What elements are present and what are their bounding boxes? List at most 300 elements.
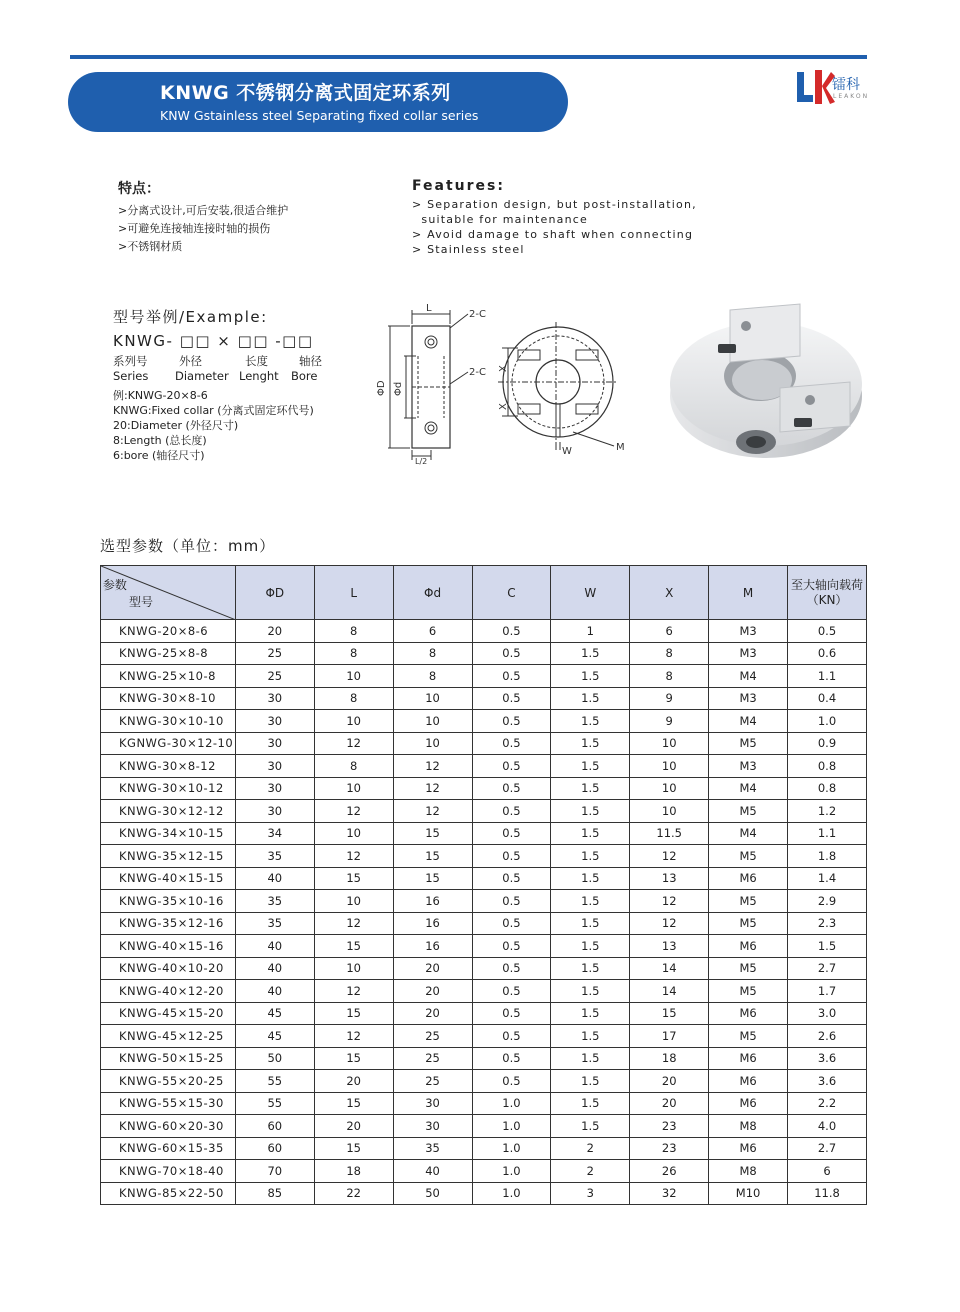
cell-max-load: 2.7 [788,1137,867,1160]
cell-c: 0.5 [472,912,551,935]
cell-m: M4 [709,777,788,800]
cell-m: M6 [709,867,788,890]
features-en-item: suitable for maintenance [412,213,588,226]
cell-w: 1.5 [551,755,630,778]
cell-l: 10 [314,710,393,733]
cell-phi-d-outer: 20 [235,620,314,643]
cell-m: M4 [709,665,788,688]
cell-x: 6 [630,620,709,643]
example-note: 20:Diameter (外径尺寸) [113,419,239,432]
cell-max-load: 0.6 [788,642,867,665]
cell-w: 1.5 [551,665,630,688]
cell-w: 3 [551,1182,630,1205]
table-row [101,1160,867,1183]
cell-phi-d-outer: 25 [235,665,314,688]
cell-phi-d-outer: 25 [235,642,314,665]
cell-l: 8 [314,755,393,778]
cell-phi-d-outer: 35 [235,912,314,935]
table-row [101,912,867,935]
cell-x: 32 [630,1182,709,1205]
features-cn [118,178,288,256]
cell-m: M4 [709,710,788,733]
cell-x: 18 [630,1047,709,1070]
cell-max-load: 3.6 [788,1047,867,1070]
cell-c: 0.5 [472,890,551,913]
cell-m: M10 [709,1182,788,1205]
cell-model: KNWG-40×15-16 [101,935,236,958]
cell-c: 0.5 [472,800,551,823]
cell-w: 1.5 [551,687,630,710]
cell-x: 20 [630,1070,709,1093]
cell-max-load: 0.4 [788,687,867,710]
cell-phi-d-bore: 16 [393,935,472,958]
cell-model: KNWG-45×12-25 [101,1025,236,1048]
cell-phi-d-bore: 20 [393,980,472,1003]
cell-phi-d-outer: 34 [235,822,314,845]
cell-x: 23 [630,1115,709,1138]
cell-x: 8 [630,665,709,688]
cell-phi-d-outer: 40 [235,980,314,1003]
cell-phi-d-outer: 35 [235,890,314,913]
front-view [498,322,618,450]
features-en-item: > Separation design, but post-installation, [412,198,697,211]
cell-x: 17 [630,1025,709,1048]
cell-model: KNWG-30×8-12 [101,755,236,778]
cell-max-load: 1.0 [788,710,867,733]
cell-l: 12 [314,732,393,755]
cell-phi-d-outer: 30 [235,687,314,710]
cell-l: 8 [314,687,393,710]
cell-phi-d-bore: 30 [393,1092,472,1115]
cell-w: 1.5 [551,642,630,665]
selection-title: 选型参数（单位：mm） [100,537,276,555]
table-row [101,1002,867,1025]
table-row [101,687,867,710]
cell-w: 1.5 [551,1092,630,1115]
cell-phi-d-bore: 12 [393,800,472,823]
cell-l: 15 [314,935,393,958]
cell-w: 1.5 [551,980,630,1003]
cell-x: 12 [630,912,709,935]
cell-max-load: 1.8 [788,845,867,868]
product-photo [660,296,865,466]
cell-max-load: 2.7 [788,957,867,980]
cell-l: 15 [314,1137,393,1160]
cell-w: 1.5 [551,822,630,845]
cell-max-load: 0.9 [788,732,867,755]
cell-x: 8 [630,642,709,665]
cell-phi-d-outer: 60 [235,1137,314,1160]
cell-m: M3 [709,642,788,665]
cell-phi-d-outer: 30 [235,755,314,778]
title-en: KNW Gstainless steel Separating fixed collar series [160,108,479,123]
cell-c: 1.0 [472,1137,551,1160]
table-row [101,890,867,913]
cell-phi-d-outer: 85 [235,1182,314,1205]
cell-w: 2 [551,1137,630,1160]
cell-x: 12 [630,845,709,868]
cell-x: 10 [630,800,709,823]
dim-label-c-mid: 2-C [469,367,486,378]
cell-x: 10 [630,732,709,755]
example-note: 6:bore (轴径尺寸) [113,449,205,462]
cell-w: 1.5 [551,1025,630,1048]
cell-model: KNWG-30×12-12 [101,800,236,823]
features-en-item: > Avoid damage to shaft when connecting [412,228,694,241]
cell-x: 9 [630,687,709,710]
col-header-phi-d-bore: Φd [393,566,472,620]
table-row [101,1137,867,1160]
cell-l: 10 [314,665,393,688]
cell-c: 0.5 [472,642,551,665]
cell-phi-d-bore: 35 [393,1137,472,1160]
table-row [101,1070,867,1093]
cell-max-load: 11.8 [788,1182,867,1205]
cell-w: 1 [551,620,630,643]
title-banner [68,72,568,132]
cell-m: M6 [709,1002,788,1025]
cell-l: 15 [314,1092,393,1115]
load-header-line-1: 至大轴向载荷 [791,577,864,592]
cell-l: 8 [314,642,393,665]
cell-phi-d-outer: 50 [235,1047,314,1070]
cell-m: M8 [709,1160,788,1183]
cell-c: 0.5 [472,732,551,755]
cell-max-load: 6 [788,1160,867,1183]
cell-phi-d-bore: 12 [393,777,472,800]
spec-table [100,565,867,1205]
cell-model: KNWG-40×12-20 [101,980,236,1003]
cell-max-load: 4.0 [788,1115,867,1138]
table-row [101,755,867,778]
cell-model: KNWG-55×15-30 [101,1092,236,1115]
logo-text-en: LEAKON [833,93,870,100]
example-labels-cn [113,354,331,369]
cell-l: 12 [314,980,393,1003]
cell-max-load: 1.4 [788,867,867,890]
dim-label-phi-big-d: ΦD [376,380,387,396]
cell-max-load: 2.6 [788,1025,867,1048]
dim-label-w: W [562,446,572,457]
dim-label-phi-small-d: Φd [393,381,404,396]
cell-m: M6 [709,935,788,958]
cell-m: M5 [709,800,788,823]
cell-m: M3 [709,755,788,778]
cell-max-load: 1.1 [788,822,867,845]
cell-model: KNWG-50×15-25 [101,1047,236,1070]
cell-w: 1.5 [551,957,630,980]
cell-model: KNWG-35×12-15 [101,845,236,868]
label-diameter-cn: 外径 [179,354,202,368]
table-row [101,957,867,980]
cell-phi-d-bore: 40 [393,1160,472,1183]
cell-m: M6 [709,1092,788,1115]
cell-phi-d-bore: 25 [393,1025,472,1048]
cell-l: 15 [314,1047,393,1070]
cell-m: M6 [709,1070,788,1093]
cell-l: 20 [314,1115,393,1138]
cell-max-load: 2.9 [788,890,867,913]
title-cn: KNWG 不锈钢分离式固定环系列 [160,82,451,104]
cell-m: M5 [709,732,788,755]
cell-phi-d-outer: 60 [235,1115,314,1138]
cell-phi-d-bore: 15 [393,845,472,868]
example-note: 8:Length (总长度) [113,434,207,447]
label-series-cn: 系列号 [113,354,148,368]
cell-w: 1.5 [551,912,630,935]
cell-max-load: 2.2 [788,1092,867,1115]
cell-model: KNWG-60×15-35 [101,1137,236,1160]
dim-label-x1: X [498,365,509,372]
cell-phi-d-outer: 45 [235,1002,314,1025]
cell-w: 1.5 [551,1070,630,1093]
col-header-m: M [709,566,788,620]
cell-model: KNWG-34×10-15 [101,822,236,845]
cell-phi-d-outer: 55 [235,1070,314,1093]
example-note: 例:KNWG-20×8-6 [113,389,208,402]
cell-w: 1.5 [551,1047,630,1070]
cell-m: M5 [709,890,788,913]
corner-param-label: 参数 [102,578,127,592]
brand-logo [795,68,875,108]
table-header-row [101,566,867,620]
label-bore-cn: 轴径 [299,354,322,368]
features-en [412,178,697,257]
cell-x: 9 [630,710,709,733]
cell-phi-d-bore: 25 [393,1070,472,1093]
cell-c: 0.5 [472,867,551,890]
cell-w: 1.5 [551,890,630,913]
cell-c: 0.5 [472,777,551,800]
cell-c: 0.5 [472,1025,551,1048]
cell-max-load: 3.6 [788,1070,867,1093]
col-header-c: C [472,566,551,620]
cell-x: 15 [630,1002,709,1025]
cell-phi-d-outer: 45 [235,1025,314,1048]
col-header-w: W [551,566,630,620]
cell-max-load: 0.8 [788,755,867,778]
cell-c: 0.5 [472,1047,551,1070]
cell-phi-d-outer: 30 [235,732,314,755]
cell-m: M5 [709,912,788,935]
spec-table-body [101,620,867,1205]
features-cn-heading: 特点： [118,181,160,197]
cell-w: 1.5 [551,1115,630,1138]
cell-phi-d-outer: 30 [235,777,314,800]
dim-label-c-top: 2-C [469,309,486,320]
cell-m: M5 [709,845,788,868]
cell-l: 18 [314,1160,393,1183]
cell-l: 12 [314,1025,393,1048]
cell-model: KNWG-45×15-20 [101,1002,236,1025]
table-row [101,777,867,800]
features-cn-item: >可避免连接轴连接时轴的损伤 [118,222,271,235]
cell-l: 10 [314,890,393,913]
cell-max-load: 1.2 [788,800,867,823]
col-header-l: L [314,566,393,620]
dim-label-x2: X [498,403,509,410]
cell-w: 1.5 [551,710,630,733]
top-rule [70,55,867,59]
cell-c: 1.0 [472,1115,551,1138]
table-row [101,1025,867,1048]
cell-c: 0.5 [472,620,551,643]
cell-model: KNWG-35×12-16 [101,912,236,935]
cell-w: 1.5 [551,1002,630,1025]
cell-c: 0.5 [472,1070,551,1093]
example-notes [113,388,331,463]
cell-model: KNWG-25×10-8 [101,665,236,688]
cell-phi-d-outer: 40 [235,935,314,958]
cell-l: 22 [314,1182,393,1205]
cell-model: KNWG-30×10-12 [101,777,236,800]
cell-w: 1.5 [551,935,630,958]
dim-label-l: L [426,303,432,314]
cell-m: M5 [709,957,788,980]
cell-x: 14 [630,957,709,980]
cell-x: 11.5 [630,822,709,845]
example-code: KNWG- □□ × □□ -□□ [113,332,314,350]
cell-c: 0.5 [472,845,551,868]
cell-phi-d-bore: 15 [393,867,472,890]
col-header-max-load [788,566,867,620]
cell-phi-d-bore: 30 [393,1115,472,1138]
cell-model: KNWG-70×18-40 [101,1160,236,1183]
cell-max-load: 2.3 [788,912,867,935]
table-row [101,732,867,755]
cell-model: KGNWG-30×12-10 [101,732,236,755]
cell-phi-d-outer: 55 [235,1092,314,1115]
cell-c: 0.5 [472,755,551,778]
label-length-en: Lenght [239,369,279,383]
features-en-item: > Stainless steel [412,243,525,256]
table-row [101,1115,867,1138]
cell-w: 1.5 [551,732,630,755]
cell-phi-d-bore: 15 [393,822,472,845]
example-labels-en [113,369,331,384]
cell-max-load: 0.8 [788,777,867,800]
cell-model: KNWG-35×10-16 [101,890,236,913]
logo-text-cn: 镭科 [832,77,860,93]
table-row [101,710,867,733]
cell-c: 0.5 [472,1002,551,1025]
table-row [101,1047,867,1070]
example-note: KNWG:Fixed collar (分离式固定环代号) [113,404,314,417]
label-diameter-en: Diameter [175,369,229,383]
table-row [101,935,867,958]
cell-max-load: 3.0 [788,1002,867,1025]
cell-model: KNWG-30×8-10 [101,687,236,710]
cell-l: 10 [314,957,393,980]
cell-model: KNWG-55×20-25 [101,1070,236,1093]
cell-l: 8 [314,620,393,643]
table-row [101,1182,867,1205]
cell-phi-d-bore: 10 [393,687,472,710]
cell-phi-d-bore: 8 [393,642,472,665]
cell-max-load: 1.7 [788,980,867,1003]
cell-phi-d-outer: 30 [235,710,314,733]
cell-phi-d-bore: 25 [393,1047,472,1070]
cell-c: 0.5 [472,665,551,688]
cell-w: 2 [551,1160,630,1183]
cell-l: 10 [314,777,393,800]
cell-m: M5 [709,980,788,1003]
cell-w: 1.5 [551,867,630,890]
cell-model: KNWG-85×22-50 [101,1182,236,1205]
corner-diagonal [101,566,236,620]
cell-c: 0.5 [472,980,551,1003]
cell-l: 20 [314,1070,393,1093]
features-en-heading: Features: [412,178,505,194]
cell-l: 10 [314,822,393,845]
cell-m: M5 [709,1025,788,1048]
cell-phi-d-bore: 20 [393,1002,472,1025]
table-row [101,665,867,688]
load-header-line-2: （KN） [806,592,848,607]
table-row [101,822,867,845]
cell-l: 15 [314,1002,393,1025]
cell-m: M6 [709,1047,788,1070]
label-length-cn: 长度 [245,354,268,368]
cell-m: M6 [709,1137,788,1160]
cell-w: 1.5 [551,800,630,823]
cell-phi-d-bore: 12 [393,755,472,778]
technical-drawing [368,300,648,465]
cell-model: KNWG-25×8-8 [101,642,236,665]
cell-c: 1.0 [472,1182,551,1205]
cell-x: 10 [630,755,709,778]
cell-phi-d-bore: 16 [393,912,472,935]
cell-w: 1.5 [551,777,630,800]
model-example [113,306,331,463]
cell-model: KNWG-60×20-30 [101,1115,236,1138]
cell-l: 12 [314,800,393,823]
table-row [101,642,867,665]
cell-l: 12 [314,845,393,868]
cell-x: 14 [630,980,709,1003]
cell-phi-d-bore: 10 [393,710,472,733]
cell-model: KNWG-20×8-6 [101,620,236,643]
table-row [101,980,867,1003]
cell-model: KNWG-30×10-10 [101,710,236,733]
cell-c: 0.5 [472,935,551,958]
cell-max-load: 1.1 [788,665,867,688]
cell-c: 0.5 [472,687,551,710]
cell-phi-d-outer: 30 [235,800,314,823]
cell-c: 0.5 [472,957,551,980]
table-row [101,867,867,890]
table-corner-cell [101,566,236,620]
col-header-phi-d-outer: ΦD [235,566,314,620]
dim-label-l2: L/2 [415,457,428,465]
cell-max-load: 1.5 [788,935,867,958]
col-header-x: X [630,566,709,620]
label-series-en: Series [113,369,149,383]
cell-x: 20 [630,1092,709,1115]
label-bore-en: Bore [291,369,318,383]
cell-phi-d-outer: 35 [235,845,314,868]
corner-model-label: 型号 [129,595,154,609]
cell-m: M3 [709,620,788,643]
cell-m: M3 [709,687,788,710]
cell-c: 0.5 [472,822,551,845]
lk-logo-icon [795,68,835,108]
cell-phi-d-bore: 16 [393,890,472,913]
cell-phi-d-bore: 20 [393,957,472,980]
features-cn-item: >不锈钢材质 [118,240,183,253]
cell-phi-d-bore: 8 [393,665,472,688]
cell-x: 13 [630,935,709,958]
